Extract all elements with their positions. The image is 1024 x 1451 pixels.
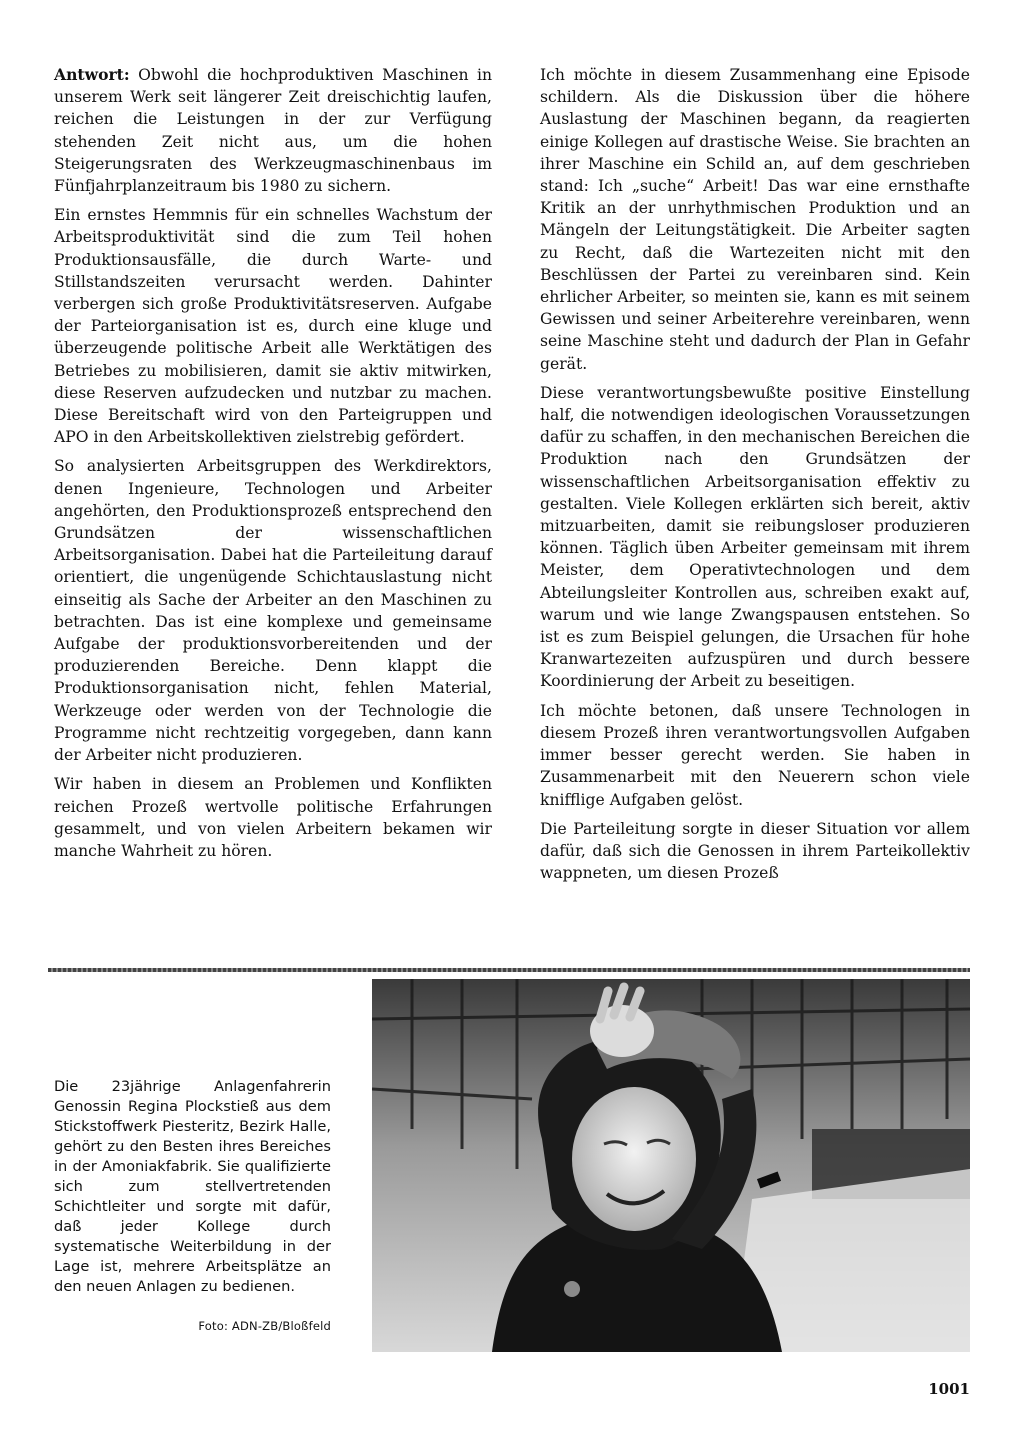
- right-paragraph-4: Die Parteileitung sorgte in dieser Situation vor allem dafür, daß sich die Genossen in ihrem Parteikollektiv wappneten, um diesen Prozeß: [540, 819, 970, 883]
- right-paragraph-1: Ich möchte in diesem Zusammenhang eine Episode schildern. Als die Diskussion über die höhere Auslastung der Maschinen begann, da reagierten einige Kollegen auf drastische Weise. Sie brachten an ihrer Maschine ein Schild an, auf dem geschrieben stand: Ich „suche“ Arbeit! Das war eine ernsthafte Kritik an der unrhythmischen Produktion und an Mängeln der Leitungstätigkeit. Die Arbeiter sagten zu Recht, daß die Wartezeiten nicht mit den Beschlüssen der Partei zu vereinbaren sind. Kein ehrlicher Arbeiter, so meinten sie, kann es mit seinem Gewissen und seiner Arbeiterehre vereinbaren, wenn seine Maschine steht und dadurch der Plan in Gefahr gerät.: [540, 66, 970, 373]
- photo-credit: Foto: ADN-ZB/Bloßfeld: [198, 1319, 331, 1333]
- photo-worker: [372, 979, 970, 1352]
- left-paragraph-3: So analysierten Arbeitsgruppen des Werkdirektors, denen Ingenieure, Technologen und Arbeiter angehörten, den Produktionsprozeß entsprechend den Grundsätzen der wissenschaftlichen Arbeitsorganisation. Dabei hat die Parteileitung darauf orientiert, die ungenügende Schichtauslastung nicht einseitig als Sache der Arbeiter an den Maschinen zu betrachten. Das ist eine komplexe und gemeinsame Aufgabe der produktionsvorbereitenden und der produzierenden Bereiche. Denn klappt die Produktionsorganisation nicht, fehlen Material, Werkzeuge oder werden von der Technologie die Programme nicht rechtzeitig vorgegeben, dann kann der Arbeiter nicht produzieren.: [54, 457, 492, 765]
- left-paragraph-1-text: Obwohl die hochproduktiven Maschinen in unserem Werk seit längerer Zeit dreischichtig laufen, reichen die Leistungen in der zur Verfügung stehenden Zeit nicht aus, um die hohen Steigerungsraten des Werkzeugmaschinenbaus im Fünfjahrplanzeitraum bis 1980 zu sichern.: [54, 66, 492, 196]
- left-paragraph-1: [54, 64, 492, 197]
- right-paragraph-2: Diese verantwortungsbewußte positive Einstellung half, die notwendigen ideologischen Voraussetzungen dafür zu schaffen, in den mechanischen Bereichen die Produktion nach den Grundsätzen der wissenschaftlichen Arbeitsorganisation effektiv zu gestalten. Viele Kollegen erklärten sich bereit, aktiv mitzuarbeiten, damit sie reibungsloser produzieren können. Täglich üben Arbeiter gemeinsam mit ihrem Meister, dem Operativtechnologen und dem Abteilungsleiter Kontrollen aus, schreiben exakt auf, warum und wie lange Zwangspausen entstehen. So ist es zum Beispiel gelungen, die Ursachen für hohe Kranwartezeiten aufzuspüren und durch bessere Koordinierung der Arbeit zu beseitigen.: [540, 383, 970, 691]
- page-number: 1001: [928, 1380, 970, 1398]
- left-paragraph-4: Wir haben in diesem an Problemen und Konflikten reichen Prozeß wertvolle politische Erfahrungen gesammelt, und von vielen Arbeitern bekamen wir manche Wahrheit zu hören.: [54, 775, 492, 860]
- photo-illustration: [372, 979, 970, 1352]
- left-paragraph-2: Ein ernstes Hemmnis für ein schnelles Wachstum der Arbeitsproduktivität sind die zum Teil hohen Produktionsausfälle, die durch Warte- und Stillstandszeiten verursacht werden. Dahinter verbergen sich große Produktivitätsreserven. Aufgabe der Parteiorganisation ist es, durch eine kluge und überzeugende politische Arbeit alle Werktätigen des Betriebes zu mobilisieren, damit sie aktiv mitwirken, diese Reserven aufzudecken und nutzbar zu machen. Diese Bereitschaft wird von den Parteigruppen und APO in den Arbeitskollektiven zielstrebig gefördert.: [54, 206, 492, 447]
- left-text-column: [54, 64, 492, 869]
- right-paragraph-3: Ich möchte betonen, daß unsere Technologen in diesem Prozeß ihren verantwortungsvollen Aufgaben immer besser gerecht werden. Sie haben in Zusammenarbeit mit den Neuerern schon viele knifflige Aufgaben gelöst.: [540, 701, 970, 809]
- section-divider: [48, 968, 970, 972]
- photo-caption: Die 23jährige Anlagenfahrerin Genossin Regina Plockstieß aus dem Stickstoffwerk Piesteritz, Bezirk Halle, gehört zu den Besten ihres Bereiches in der Amoniakfabrik. Sie qualifizierte sich zum stellvertretenden Schichtleiter und sorgte mit dafür, daß jeder Kollege durch systematische Weiterbildung in der Lage ist, mehrere Arbeitsplätze an den neuen Anlagen zu bedienen.: [54, 1078, 331, 1295]
- answer-lead: Antwort:: [54, 65, 130, 84]
- right-text-column: [540, 64, 970, 891]
